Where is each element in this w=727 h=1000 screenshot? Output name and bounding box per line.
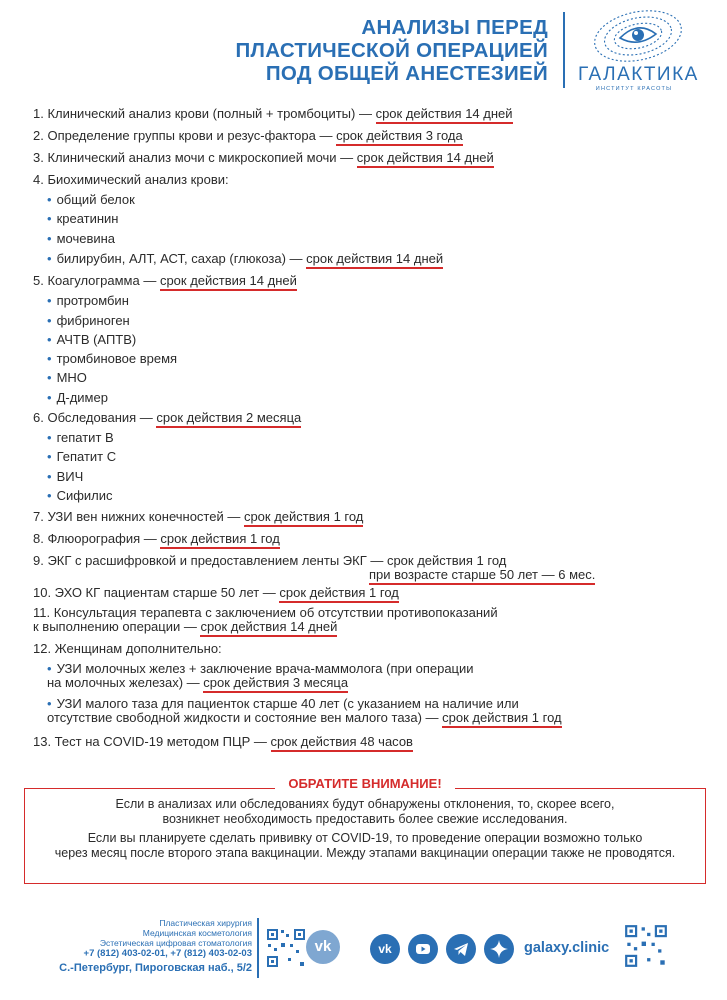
youtube-icon[interactable]	[408, 934, 438, 964]
address: С.-Петербург, Пироговская наб., 5/2	[59, 962, 252, 974]
sub-item: • Д-димер	[47, 390, 108, 405]
validity-term: срок действия 14 дней	[357, 150, 494, 168]
title-line-1: АНАЛИЗЫ ПЕРЕД	[361, 16, 548, 39]
validity-term: срок действия 2 месяца	[156, 410, 301, 428]
list-item-12: 12. Женщинам дополнительно:	[33, 641, 222, 656]
notice-paragraph-1-line-1: Если в анализах или обследованиях будут обнаружены отклонения, то, скорее всего,	[115, 797, 615, 811]
sub-item: • УЗИ молочных желез + заключение врача-маммолога (при операции	[47, 661, 474, 676]
sub-item: • Сифилис	[47, 488, 113, 503]
list-item-7: 7. УЗИ вен нижних конечностей — срок действия 1 год	[33, 508, 363, 525]
sub-item: • АЧТВ (АПТВ)	[47, 332, 137, 347]
list-item-6: 6. Обследования — срок действия 2 месяца	[33, 409, 301, 426]
list-item-1: 1. Клинический анализ крови (полный + тромбоциты) — срок действия 14 дней	[33, 105, 513, 122]
zen-icon[interactable]	[484, 934, 514, 964]
validity-term: срок действия 3 года	[336, 128, 463, 146]
notice-paragraph-2-line-1: Если вы планируете сделать прививку от COVID-19, то проведение операции возможно только	[87, 831, 643, 845]
validity-term: срок действия 14 дней	[376, 106, 513, 124]
title-line-3: ПОД ОБЩЕЙ АНЕСТЕЗИЕЙ	[265, 62, 548, 85]
list-item-2: 2. Определение группы крови и резус-фактора — срок действия 3 года	[33, 127, 463, 144]
validity-term: срок действия 48 часов	[271, 734, 413, 752]
list-item-4: 4. Биохимический анализ крови:	[33, 172, 229, 187]
validity-term: срок действия 1 год	[442, 710, 561, 728]
sub-item: • общий белок	[47, 192, 135, 207]
header-divider	[563, 12, 565, 88]
validity-term: срок действия 1 год	[279, 585, 398, 603]
notice-title: ОБРАТИТЕ ВНИМАНИЕ!	[288, 776, 442, 791]
services-list: Пластическая хирургия Медицинская косметология Эстетическая цифровая стоматология	[99, 918, 252, 948]
sub-item-cont: на молочных железах) — срок действия 3 месяца	[47, 674, 348, 691]
sub-item: • Гепатит С	[47, 449, 117, 464]
list-item-10: 10. ЭХО КГ пациентам старше 50 лет — срок действия 1 год	[33, 584, 399, 601]
logo-subtitle: ИНСТИТУТ КРАСОТЫ	[595, 86, 673, 92]
list-item-13: 13. Тест на COVID-19 методом ПЦР — срок действия 48 часов	[33, 733, 413, 750]
list-item-11-line-1: 11. Консультация терапевта с заключением об отсутствии противопоказаний	[33, 605, 498, 620]
sub-item: • тромбиновое время	[47, 351, 178, 366]
title-line-2: ПЛАСТИЧЕСКОЙ ОПЕРАЦИЕЙ	[235, 39, 548, 62]
sub-item: • ВИЧ	[47, 469, 84, 484]
sub-item: • фибриноген	[47, 313, 130, 328]
footer-divider	[257, 918, 259, 978]
vk-qr-icon[interactable]: vk	[306, 930, 340, 964]
sub-item: • мочевина	[47, 231, 116, 246]
list-item-8: 8. Флюорография — срок действия 1 год	[33, 530, 280, 547]
sub-item: • креатинин	[47, 211, 119, 226]
list-item-11-line-2: к выполнению операции — срок действия 14 дней	[33, 618, 337, 635]
sub-item: • протромбин	[47, 293, 129, 308]
page-title	[180, 16, 548, 85]
sub-item: • УЗИ малого таза для пациенток старше 40 лет (с указанием на наличие или	[47, 696, 519, 711]
sub-item: • МНО	[47, 370, 87, 385]
phone-numbers[interactable]: +7 (812) 403-02-01, +7 (812) 403-02-03	[83, 948, 252, 959]
qr-code-icon[interactable]	[266, 928, 306, 968]
sub-item: • гепатит В	[47, 430, 114, 445]
sub-item: • билирубин, АЛТ, АСТ, сахар (глюкоза) — срок действия 14 дней	[47, 250, 443, 267]
telegram-icon[interactable]	[446, 934, 476, 964]
qr-code-icon[interactable]	[624, 924, 668, 968]
notice-paragraph-1-line-2: возникнет необходимость предоставить более свежие исследования.	[162, 812, 568, 826]
website-link[interactable]: galaxy.clinic	[524, 940, 610, 956]
validity-term: срок действия 1 год	[160, 531, 279, 549]
vk-icon[interactable]: vk	[370, 934, 400, 964]
list-item-5: 5. Коагулограмма — срок действия 14 дней	[33, 272, 297, 289]
list-item-9: 9. ЭКГ с расшифровкой и предоставлением ленты ЭКГ — срок действия 1 год	[33, 553, 507, 568]
logo-name: ГАЛАКТИКА	[578, 64, 699, 85]
notice-paragraph-2-line-2: через месяц после второго этапа вакцинации. Между этапами вакцинации операции также не проводятся.	[54, 846, 676, 860]
validity-term: срок действия 3 месяца	[203, 675, 348, 693]
list-item-3: 3. Клинический анализ мочи с микроскопией мочи — срок действия 14 дней	[33, 149, 494, 166]
validity-term: срок действия 14 дней	[200, 619, 337, 637]
validity-term: срок действия 14 дней	[306, 251, 443, 269]
sub-item-cont: отсутствие свободной жидкости и состояние вен малого таза) — срок действия 1 год	[47, 709, 562, 726]
validity-term: срок действия 1 год	[244, 509, 363, 527]
validity-term-age: при возрасте старше 50 лет — 6 мес.	[369, 566, 595, 583]
validity-term: срок действия 14 дней	[160, 273, 297, 291]
